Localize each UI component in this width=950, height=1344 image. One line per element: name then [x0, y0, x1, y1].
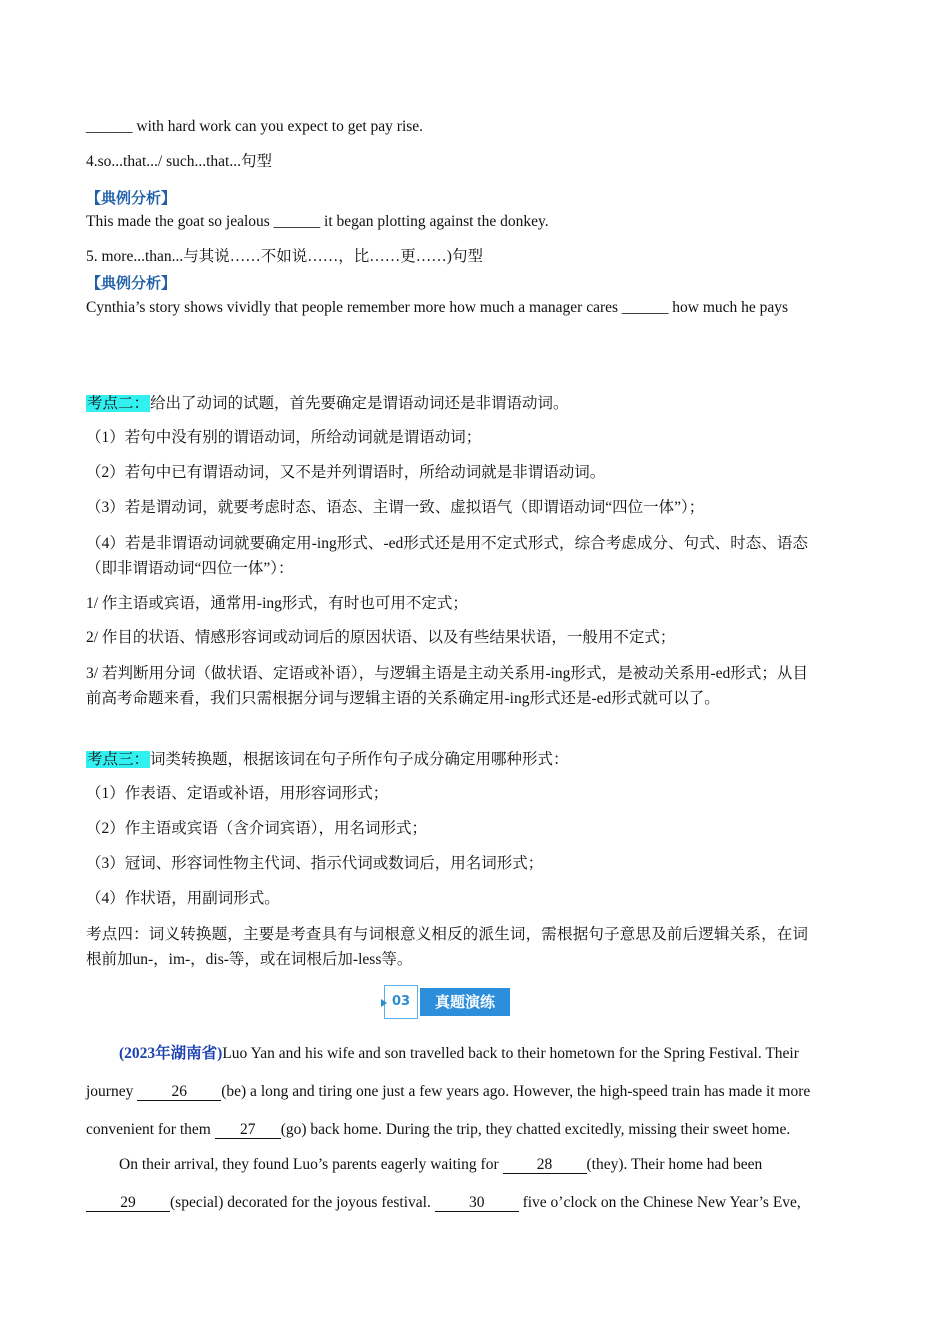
passage-text: five o’clock on the Chinese New Year’s Eve,: [518, 1194, 801, 1211]
point-3-label: 考点三：: [87, 751, 150, 768]
point-3-item: （1）作表语、定语或补语，用形容词形式；: [86, 785, 389, 802]
point-2-item: 2/ 作目的状语、情感形容词或动词后的原因状语、以及有些结果状语，一般用不定式；: [86, 629, 676, 646]
point-2-item: （4）若是非谓语动词就要确定用-ing形式、-ed形式还是用不定式形式，综合考虑成分、句式、时态、语态（即非谓语动词“四位一体”）：: [86, 535, 808, 577]
blank-27[interactable]: 27: [215, 1121, 281, 1139]
point-2-item: （1）若句中没有别的谓语动词，所给动词就是谓语动词；: [86, 429, 482, 446]
example-sentence-2: Cynthia’s story shows vividly that people remember more how much a manager cares ______ how much he pays: [86, 299, 789, 316]
blank-29[interactable]: 29: [86, 1194, 170, 1212]
point-3-item: （4）作状语，用副词形式。: [86, 890, 280, 907]
point-3-text: 词类转换题，根据该词在句子所作句子成分确定用哪种形式：: [150, 751, 569, 768]
point-2-item: （3）若是谓动词，就要考虑时态、语态、主谓一致、虚拟语气（即谓语动词“四位一体”）；: [86, 499, 705, 516]
point-2-text: 给出了动词的试题，首先要确定是谓语动词还是非谓语动词。: [150, 395, 569, 412]
section-number: 03: [384, 985, 418, 1019]
passage-text: On their arrival, they found Luo’s parents eagerly waiting for: [119, 1156, 503, 1173]
passage-text: (special) decorated for the joyous festival.: [170, 1194, 435, 1211]
example-heading-2: 【典例分析】: [86, 274, 177, 292]
section-badge: [384, 985, 510, 1019]
passage-source: (2023年湖南省): [119, 1045, 223, 1062]
blank-28[interactable]: 28: [503, 1156, 587, 1174]
item-5-heading: 5. more...than...与其说……不如说……，比……更……)句型: [86, 248, 483, 265]
point-3-item: （3）冠词、形容词性物主代词、指示代词或数词后，用名词形式；: [86, 855, 544, 872]
passage-line: [119, 1044, 895, 1064]
point-2-item: 3/ 若判断用分词（做状语、定语或补语），与逻辑主语是主动关系用-ing形式，是被动关系用-ed形式；从目前高考命题来看，我们只需根据分词与逻辑主语的关系确定用-ing形式还是-ed形式就可以了。: [86, 665, 808, 707]
sentence-blank-line: ______ with hard work can you expect to get pay rise.: [86, 118, 424, 135]
point-2-label: 考点二：: [87, 395, 150, 412]
section-title: 真题演练: [420, 988, 510, 1016]
passage-line: [119, 1155, 895, 1175]
example-sentence-1: This made the goat so jealous ______ it began plotting against the donkey.: [86, 213, 549, 230]
point-3-heading: [86, 750, 569, 770]
blank-30[interactable]: 30: [435, 1194, 519, 1212]
point-3-item: （2）作主语或宾语（含介词宾语），用名词形式；: [86, 820, 428, 837]
passage-text: (be) a long and tiring one just a few years ago. However, the high-speed train has made it more: [221, 1083, 811, 1100]
passage-text: journey: [86, 1083, 138, 1100]
passage-text: (go) back home. During the trip, they chatted excitedly, missing their sweet home.: [280, 1121, 791, 1138]
blank-26[interactable]: 26: [137, 1083, 221, 1101]
point-2-item: （2）若句中已有谓语动词，又不是并列谓语时，所给动词就是非谓语动词。: [86, 464, 606, 481]
passage-line: [86, 1120, 862, 1140]
point-2-item: 1/ 作主语或宾语，通常用-ing形式，有时也可用不定式；: [86, 595, 468, 612]
passage-text: Luo Yan and his wife and son travelled back to their hometown for the Spring Festival. Their: [222, 1045, 799, 1062]
passage-line: [86, 1082, 862, 1102]
item-4-heading: 4.so...that.../ such...that...句型: [86, 153, 272, 170]
example-heading-1: 【典例分析】: [86, 189, 177, 207]
point-4-text: 考点四：词义转换题，主要是考查具有与词根意义相反的派生词，需根据句子意思及前后逻辑关系，在词根前加un-，im-，dis-等，或在词根后加-less等。: [86, 926, 808, 968]
passage-text: (they). Their home had been: [586, 1156, 763, 1173]
passage-line: [86, 1193, 862, 1213]
point-2-heading: [86, 394, 569, 414]
passage-text: convenient for them: [86, 1121, 215, 1138]
